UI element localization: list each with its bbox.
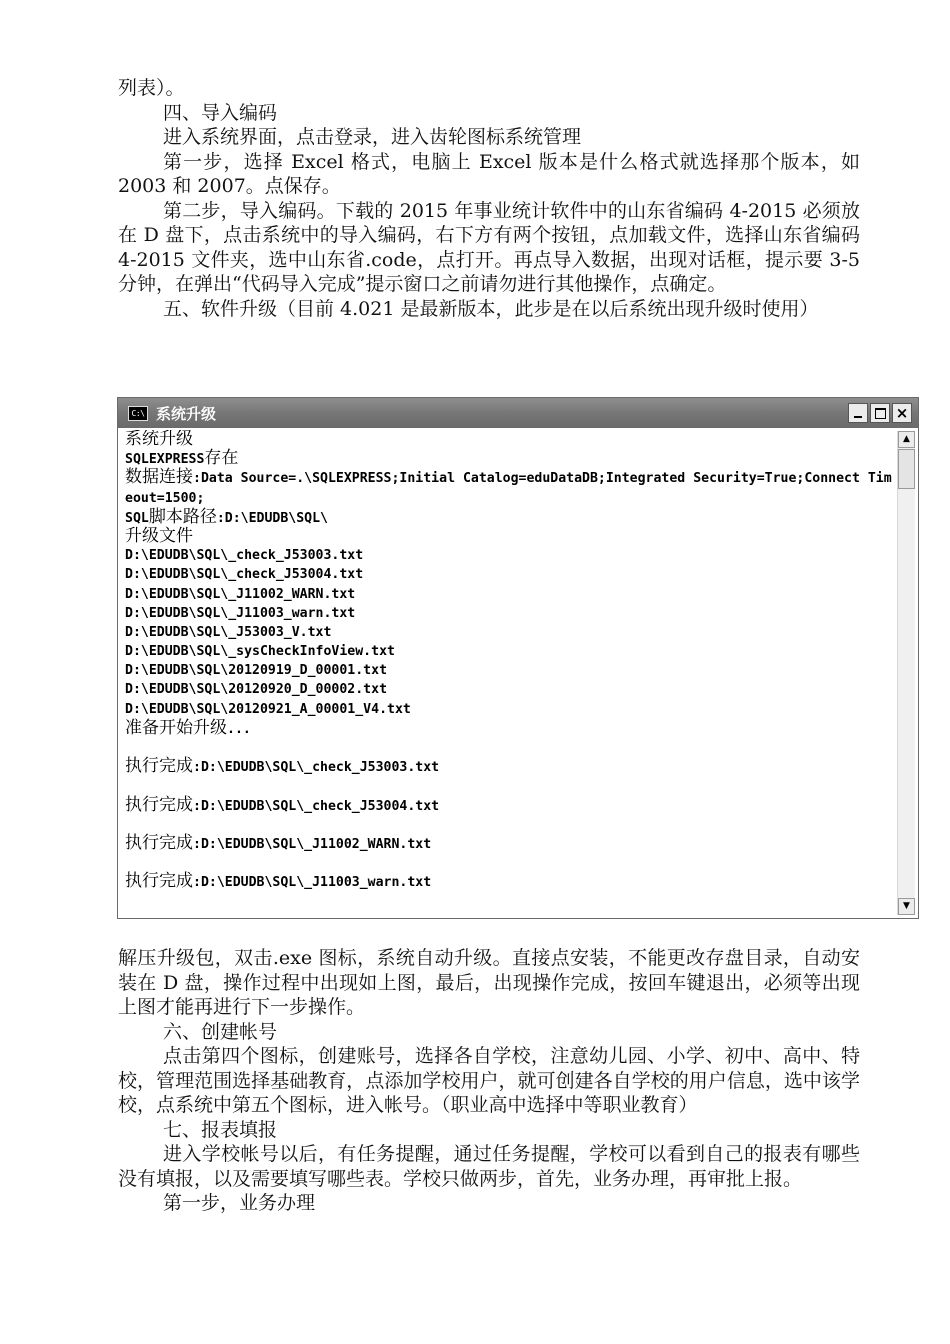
- paragraph: 第一步，业务办理: [163, 1192, 316, 1214]
- console-line: 执行完成:D:\EDUDB\SQL\_check_J53004.txt: [125, 794, 440, 815]
- console-line: D:\EDUDB\SQL\_sysCheckInfoView.txt: [125, 644, 395, 660]
- console-window: [117, 397, 919, 919]
- paragraph: 进入学校帐号以后，有任务提醒，通过任务提醒，学校可以看到自己的报表有哪些没有填报，以及需要填写哪些表。学校只做两步，首先，业务办理，再审批上报。: [118, 1143, 860, 1190]
- console-line: 系统升级: [125, 430, 193, 449]
- console-line: 执行完成:D:\EDUDB\SQL\_J11002_WARN.txt: [125, 832, 432, 853]
- scrollbar-thumb[interactable]: [898, 449, 915, 489]
- console-line: [125, 853, 895, 872]
- paragraph: 解压升级包，双击.exe 图标，系统自动升级。直接点安装，不能更改存盘目录，自动安装在 D 盘，操作过程中出现如上图，最后，出现操作完成，按回车键退出，必须等出现上图才能再进行下一步操作。: [118, 947, 860, 1018]
- console-line: [125, 738, 895, 757]
- paragraph: 第一步，选择 Excel 格式，电脑上 Excel 版本是什么格式就选择那个版本，如 2003 和 2007。点保存。: [118, 150, 860, 197]
- console-output: [125, 430, 895, 914]
- close-button[interactable]: ×: [892, 403, 912, 423]
- console-line: D:\EDUDB\SQL\_J53003_V.txt: [125, 624, 332, 640]
- console-line: 数据连接:Data Source=.\SQLEXPRESS;Initial Catalog=eduDataDB;Integrated Security=True;Connect Timeout=1500;: [125, 467, 892, 506]
- minimize-button[interactable]: [848, 403, 868, 423]
- console-line: 执行完成:D:\EDUDB\SQL\_check_J53003.txt: [125, 756, 440, 777]
- console-line: D:\EDUDB\SQL\20120920_D_00002.txt: [125, 682, 388, 698]
- paragraph: 列表）。: [118, 77, 185, 99]
- console-line: D:\EDUDB\SQL\_check_J53003.txt: [125, 548, 364, 564]
- console-line: 准备开始升级...: [125, 717, 251, 738]
- paragraph: 进入系统界面，点击登录，进入齿轮图标系统管理: [163, 126, 582, 148]
- window-title: 系统升级: [156, 404, 217, 423]
- console-line: D:\EDUDB\SQL\20120921_A_00001_V4.txt: [125, 701, 411, 717]
- paragraph: 点击第四个图标，创建账号，选择各自学校，注意幼儿园、小学、初中、高中、特校，管理范围选择基础教育，点添加学校用户，就可创建各自学校的用户信息，选中该学校，点系统中第五个图标，进入帐号。（职业高中选择中等职业教育）: [118, 1045, 860, 1116]
- scroll-up-arrow-icon[interactable]: ▲: [898, 431, 915, 448]
- section-heading: 四、导入编码: [163, 101, 278, 124]
- console-app-icon: C:\: [128, 406, 148, 421]
- console-line: 升级文件: [125, 525, 193, 546]
- console-line: 执行完成:D:\EDUDB\SQL\_J11003_warn.txt: [125, 871, 432, 892]
- console-line: [125, 815, 895, 834]
- paragraph: 第二步，导入编码。下载的 2015 年事业统计软件中的山东省编码 4-2015 必须放在 D 盘下，点击系统中的导入编码，右下方有两个按钮，点加载文件，选择山东省编码 4-2015 文件夹，选中山东省.code，点打开。再点导入数据，出现对话框，提示要 3-5 分钟，在弹出“代码导入完成”提示窗口之前请勿进行其他操作，点确定。: [118, 199, 860, 295]
- window-controls: [848, 403, 912, 423]
- console-line: D:\EDUDB\SQL\20120919_D_00001.txt: [125, 663, 388, 679]
- console-line: D:\EDUDB\SQL\_J11002_WARN.txt: [125, 586, 356, 602]
- console-line: D:\EDUDB\SQL\_check_J53004.txt: [125, 567, 364, 583]
- window-titlebar[interactable]: [118, 398, 918, 428]
- console-line: [125, 776, 895, 795]
- maximize-button[interactable]: [870, 403, 890, 423]
- console-line: SQL脚本路径:D:\EDUDB\SQL\: [125, 506, 328, 527]
- section-heading: 六、创建帐号: [163, 1020, 278, 1043]
- vertical-scrollbar[interactable]: [897, 431, 915, 915]
- bottom-text-section: [118, 946, 860, 1216]
- section-heading: 七、报表填报: [163, 1118, 278, 1141]
- console-line: D:\EDUDB\SQL\_J11003_warn.txt: [125, 605, 356, 621]
- top-text-section: [118, 76, 860, 321]
- console-line: SQLEXPRESS存在: [125, 448, 239, 469]
- scroll-down-arrow-icon[interactable]: ▼: [898, 898, 915, 915]
- section-heading: 五、软件升级（目前 4.021 是最新版本，此步是在以后系统出现升级时使用）: [163, 297, 819, 320]
